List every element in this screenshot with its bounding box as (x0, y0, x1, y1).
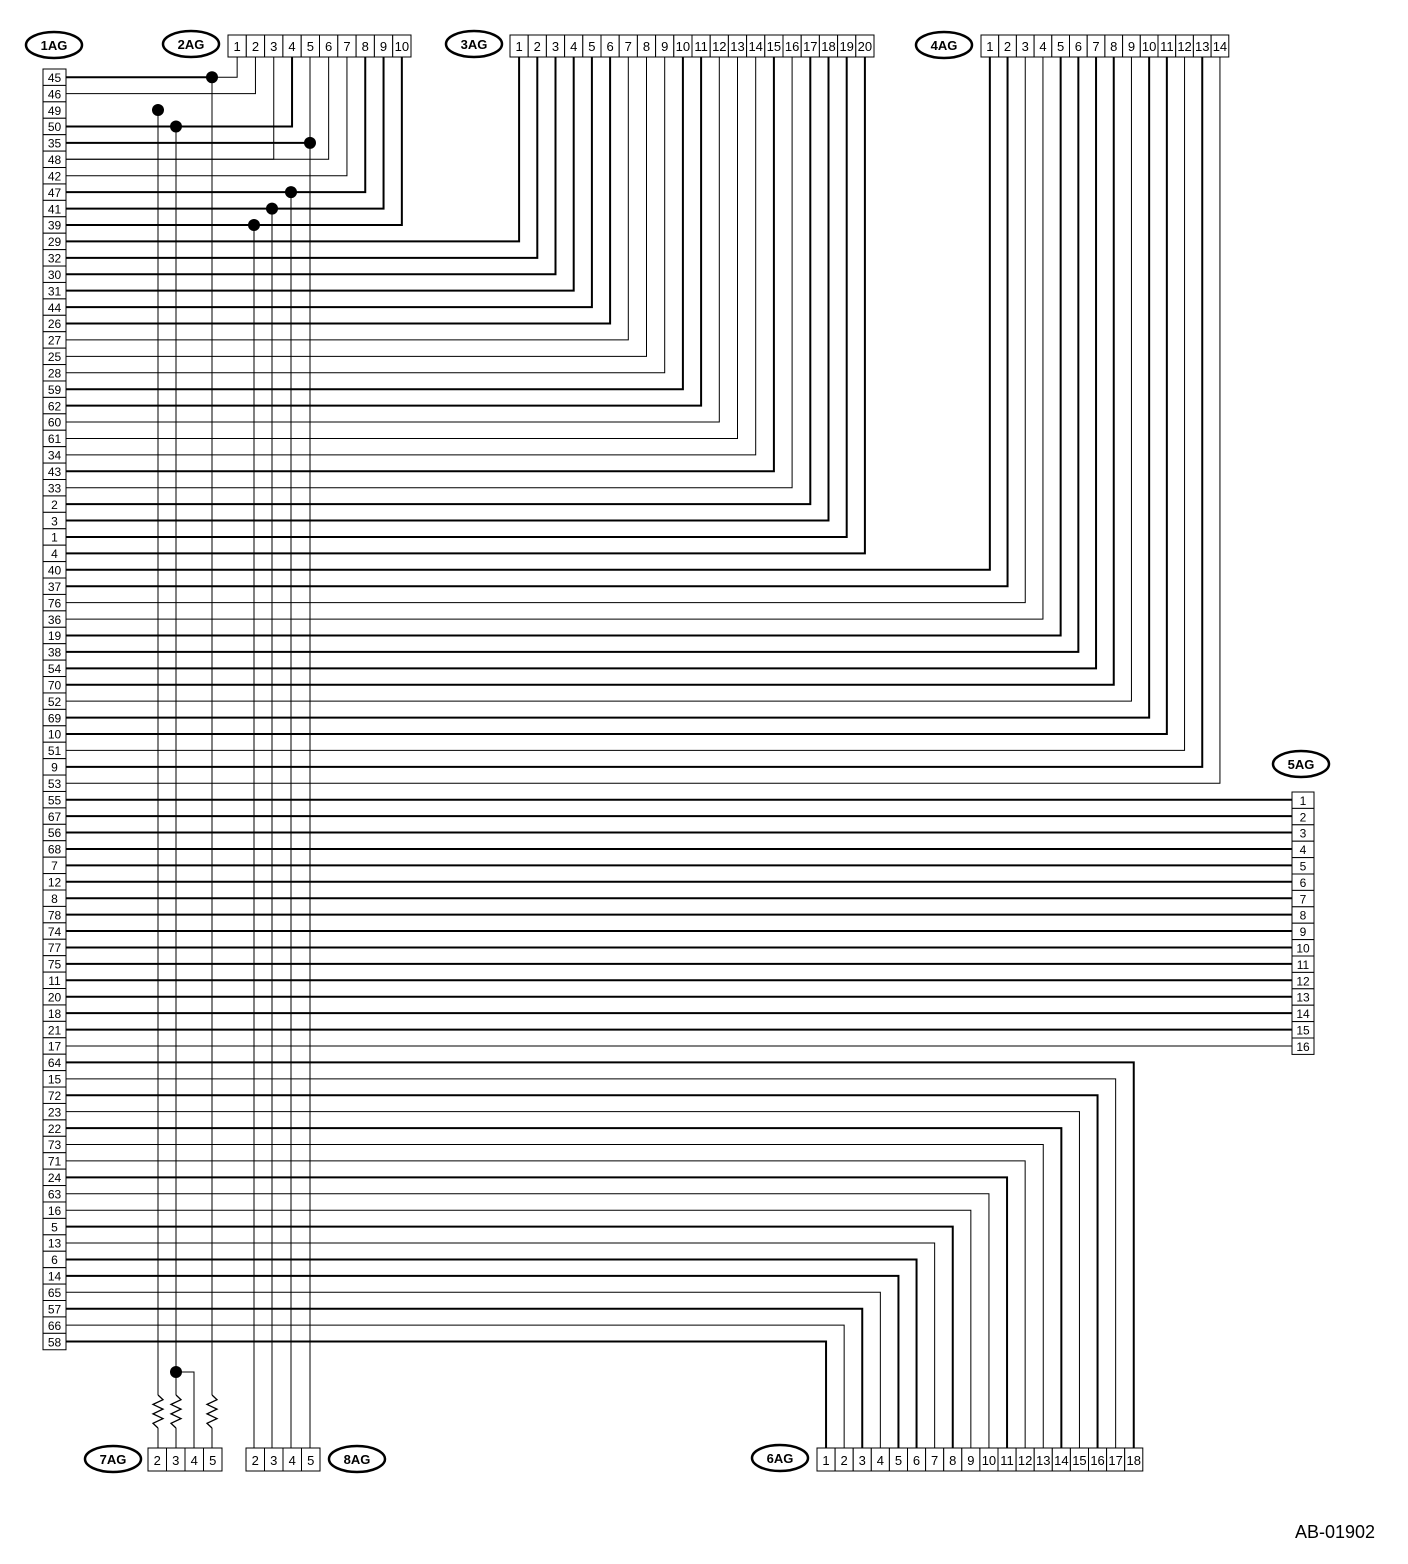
wire-50-to-2ag-4 (66, 57, 292, 126)
pin-label-1ag: 64 (47, 1056, 62, 1071)
pin-label-1ag: 27 (47, 333, 62, 348)
pin-label-7ag: 2 (153, 1453, 161, 1468)
pin-label-7ag: 5 (209, 1453, 217, 1468)
resistor-7ag-5 (207, 1395, 217, 1428)
wire-34-to-3AG-14 (66, 57, 756, 455)
pin-label-1ag: 51 (47, 744, 62, 759)
pin-label-3ag: 11 (694, 39, 708, 54)
pin-label-5ag: 8 (1299, 908, 1307, 923)
pin-label-4ag: 12 (1177, 39, 1192, 54)
wire-54-to-4AG-7 (66, 57, 1096, 668)
pin-label-3ag: 13 (730, 39, 745, 54)
pin-label-1ag: 33 (47, 481, 62, 496)
pin-label-4ag: 4 (1039, 39, 1047, 54)
pin-label-1ag: 43 (47, 465, 62, 479)
pin-label-3ag: 19 (839, 39, 854, 54)
pin-label-1ag: 18 (47, 1006, 62, 1021)
pin-label-1ag: 58 (47, 1335, 62, 1350)
wire-10-to-4AG-11 (66, 57, 1167, 734)
pin-label-1ag: 77 (47, 941, 62, 956)
pin-label-1ag: 8 (51, 891, 58, 906)
pin-label-2ag: 10 (394, 39, 410, 54)
splice-47 (285, 186, 297, 198)
pin-label-1ag: 12 (47, 875, 62, 890)
wire-64-to-6ag-18 (66, 1062, 1134, 1448)
wire-69-to-4AG-10 (66, 57, 1149, 718)
pin-label-5ag: 16 (1296, 1039, 1310, 1054)
pin-label-2ag: 9 (379, 39, 388, 54)
pin-label-1ag: 30 (47, 267, 62, 282)
pin-label-2ag: 5 (306, 39, 314, 54)
pin-label-6ag: 7 (931, 1453, 939, 1468)
pin-label-6ag: 5 (894, 1453, 903, 1468)
pin-label-1ag: 35 (47, 136, 62, 151)
splice-41 (266, 203, 278, 215)
wire-1-to-3AG-19 (66, 57, 847, 537)
connector-label-6ag: 6AG (766, 1451, 794, 1466)
wire-48-to-2ag-3 (66, 57, 274, 159)
pin-label-3ag: 12 (712, 39, 727, 54)
pin-label-6ag: 1 (822, 1453, 830, 1468)
pin-label-6ag: 6 (912, 1453, 921, 1468)
pin-label-1ag: 69 (47, 711, 62, 726)
pin-label-1ag: 9 (51, 760, 58, 775)
pin-label-1ag: 1 (51, 530, 58, 545)
connector-label-8ag: 8AG (343, 1452, 371, 1467)
wire-39-to-2ag-10 (66, 57, 402, 225)
wire-65-to-6ag-4 (66, 1292, 880, 1448)
pin-label-3ag: 6 (606, 39, 614, 54)
wire-16-to-6ag-9 (66, 1210, 971, 1448)
pin-label-1ag: 78 (47, 908, 62, 923)
pin-label-8ag: 4 (288, 1453, 296, 1468)
wire-38-to-4AG-6 (66, 57, 1078, 652)
wire-58-to-6ag-1 (66, 1342, 826, 1448)
pin-label-1ag: 71 (47, 1154, 62, 1169)
pin-label-6ag: 2 (840, 1453, 848, 1468)
pin-label-6ag: 17 (1108, 1453, 1123, 1468)
pin-label-1ag: 54 (47, 662, 62, 677)
pin-label-3ag: 5 (588, 39, 596, 54)
pin-label-3ag: 17 (803, 39, 818, 54)
wire-24-to-6ag-11 (66, 1177, 1007, 1448)
pin-label-1ag: 67 (47, 809, 62, 824)
pin-label-5ag: 5 (1299, 859, 1307, 874)
pin-label-1ag: 50 (47, 120, 62, 135)
pin-label-5ag: 11 (1296, 957, 1310, 972)
pin-label-3ag: 15 (766, 39, 782, 54)
pin-label-1ag: 55 (47, 793, 62, 808)
pin-label-1ag: 10 (47, 727, 62, 742)
pin-label-1ag: 28 (47, 366, 62, 381)
pin-label-1ag: 74 (47, 924, 62, 939)
wire-42-to-2ag-7 (66, 57, 347, 176)
pin-label-4ag: 9 (1127, 39, 1136, 54)
pin-label-1ag: 6 (51, 1253, 58, 1268)
resistor-7ag-3 (171, 1395, 181, 1428)
wire-52-to-4AG-9 (66, 57, 1131, 701)
pin-label-5ag: 14 (1296, 1007, 1310, 1022)
pin-label-3ag: 9 (661, 39, 669, 54)
pin-label-6ag: 10 (981, 1453, 997, 1468)
wire-46-to-2ag-2 (66, 57, 255, 94)
connector-label-2ag: 2AG (177, 37, 205, 52)
pin-label-4ag: 5 (1057, 39, 1065, 54)
pin-label-1ag: 19 (47, 629, 62, 644)
pin-label-1ag: 75 (47, 957, 62, 972)
pin-label-7ag: 4 (190, 1453, 198, 1468)
pin-label-6ag: 8 (949, 1453, 957, 1468)
pin-label-3ag: 3 (551, 39, 560, 54)
pin-label-1ag: 73 (47, 1138, 62, 1153)
wire-4-to-3AG-20 (66, 57, 865, 553)
pin-label-1ag: 20 (47, 990, 62, 1005)
pin-label-1ag: 52 (47, 694, 62, 709)
pin-label-5ag: 2 (1299, 810, 1307, 825)
pin-label-1ag: 76 (47, 596, 62, 611)
pin-label-1ag: 46 (47, 87, 62, 102)
pin-label-8ag: 5 (307, 1453, 315, 1468)
pin-label-1ag: 39 (47, 218, 62, 233)
pin-label-1ag: 42 (47, 169, 62, 184)
pin-label-1ag: 40 (47, 563, 62, 578)
pin-label-1ag: 44 (47, 300, 62, 315)
wire-26-to-3AG-6 (66, 57, 610, 324)
pin-label-1ag: 56 (47, 826, 62, 841)
pin-label-1ag: 49 (47, 103, 62, 118)
pin-label-1ag: 31 (47, 284, 62, 299)
pin-label-1ag: 11 (48, 974, 61, 989)
pin-label-1ag: 25 (47, 350, 62, 365)
pin-label-4ag: 11 (1160, 39, 1174, 54)
pin-label-2ag: 6 (325, 39, 333, 54)
pin-label-1ag: 17 (47, 1039, 62, 1054)
pin-label-5ag: 4 (1299, 843, 1307, 858)
connector-label-1ag: 1AG (40, 38, 68, 53)
pin-label-5ag: 6 (1299, 875, 1307, 890)
pin-label-1ag: 66 (47, 1318, 62, 1333)
pin-label-5ag: 9 (1299, 925, 1307, 940)
wire-43-to-3AG-15 (66, 57, 774, 471)
pin-label-6ag: 9 (967, 1453, 975, 1468)
pin-label-1ag: 5 (51, 1220, 58, 1235)
pin-label-2ag: 1 (233, 39, 241, 54)
pin-label-1ag: 22 (47, 1121, 62, 1136)
pin-label-5ag: 10 (1296, 941, 1310, 956)
wire-40-to-4AG-1 (66, 57, 990, 570)
pin-label-3ag: 2 (533, 39, 541, 54)
wire-9-to-4AG-13 (66, 57, 1202, 767)
pin-label-4ag: 8 (1110, 39, 1118, 54)
splice-7ag (170, 1366, 182, 1378)
pin-label-1ag: 68 (47, 842, 62, 857)
wire-63-to-6ag-10 (66, 1194, 989, 1448)
pin-label-3ag: 4 (570, 39, 578, 54)
wire-51-to-4AG-12 (66, 57, 1185, 750)
pin-label-1ag: 26 (47, 317, 62, 332)
pin-label-1ag: 60 (47, 415, 62, 430)
wire-36-to-4AG-4 (66, 57, 1043, 619)
pin-label-4ag: 2 (1003, 39, 1012, 54)
pin-label-1ag: 3 (51, 514, 58, 529)
wire-31-to-3AG-4 (66, 57, 574, 291)
pin-label-2ag: 7 (343, 39, 351, 54)
pin-label-5ag: 13 (1296, 990, 1310, 1005)
splice-49 (152, 104, 164, 116)
pin-label-1ag: 2 (51, 497, 58, 512)
wire-32-to-3AG-2 (66, 57, 537, 258)
pin-label-1ag: 23 (47, 1105, 62, 1120)
pin-label-1ag: 21 (47, 1023, 62, 1038)
connector-label-5ag: 5AG (1287, 757, 1315, 772)
pin-label-6ag: 18 (1126, 1453, 1141, 1468)
wire-48-to-2ag-6 (66, 57, 329, 159)
pin-label-4ag: 3 (1021, 39, 1029, 54)
pin-label-6ag: 3 (858, 1453, 866, 1468)
splice-50 (170, 120, 182, 132)
pin-label-3ag: 1 (515, 39, 523, 54)
pin-label-3ag: 20 (857, 39, 873, 54)
pin-label-3ag: 14 (748, 39, 763, 54)
pin-label-1ag: 63 (47, 1187, 62, 1202)
pin-label-6ag: 16 (1090, 1453, 1105, 1468)
pin-label-4ag: 1 (986, 39, 994, 54)
resistor-7ag-2 (153, 1395, 163, 1428)
pin-label-1ag: 13 (47, 1236, 62, 1251)
pin-label-2ag: 2 (251, 39, 260, 54)
pin-label-1ag: 7 (51, 859, 58, 874)
pin-label-7ag: 3 (172, 1453, 180, 1468)
pin-label-4ag: 10 (1141, 39, 1157, 54)
pin-label-1ag: 70 (47, 678, 62, 693)
splice-35 (304, 137, 316, 149)
pin-label-3ag: 10 (675, 39, 691, 54)
splice-39 (248, 219, 260, 231)
pin-label-1ag: 72 (47, 1088, 62, 1103)
pin-label-1ag: 65 (47, 1286, 62, 1300)
wire-72-to-6ag-16 (66, 1095, 1098, 1448)
pin-label-1ag: 41 (47, 202, 62, 217)
pin-label-8ag: 2 (251, 1453, 259, 1468)
pin-label-1ag: 24 (47, 1171, 62, 1186)
connector-label-7ag: 7AG (99, 1452, 127, 1467)
pin-label-1ag: 61 (47, 432, 62, 447)
pin-label-6ag: 4 (876, 1453, 884, 1468)
pin-label-6ag: 12 (1017, 1453, 1033, 1468)
pin-label-5ag: 3 (1299, 826, 1307, 841)
pin-label-3ag: 18 (821, 39, 836, 54)
wire-71-to-6ag-12 (66, 1161, 1025, 1448)
wire-53-to-4AG-14 (66, 57, 1220, 783)
pin-label-3ag: 16 (784, 39, 800, 54)
splice-45 (206, 71, 218, 83)
connector-label-3ag: 3AG (460, 37, 488, 52)
pin-label-3ag: 7 (624, 39, 632, 54)
pin-label-5ag: 1 (1299, 793, 1307, 808)
wire-70-to-4AG-8 (66, 57, 1114, 685)
pin-label-2ag: 8 (361, 39, 369, 54)
pin-label-1ag: 57 (47, 1302, 62, 1317)
pin-label-5ag: 15 (1296, 1023, 1310, 1038)
pin-label-4ag: 6 (1074, 39, 1082, 54)
diagram-code: AB-01902 (1294, 1522, 1375, 1542)
pin-label-1ag: 62 (47, 399, 62, 414)
wire-41-to-2ag-9 (66, 57, 384, 209)
pin-label-1ag: 4 (51, 547, 58, 562)
pin-label-1ag: 37 (47, 579, 62, 594)
wire-15-to-6ag-17 (66, 1079, 1116, 1448)
wire-60-to-3AG-12 (66, 57, 719, 422)
pin-label-1ag: 38 (47, 645, 62, 660)
pin-label-1ag: 53 (47, 776, 62, 791)
pin-label-4ag: 14 (1212, 39, 1228, 54)
wire-25-to-3AG-8 (66, 57, 647, 356)
pin-label-6ag: 14 (1054, 1453, 1069, 1468)
wire-57-to-6ag-3 (66, 1309, 862, 1448)
pin-label-6ag: 11 (1000, 1453, 1014, 1468)
pin-label-1ag: 45 (47, 70, 62, 85)
pin-label-8ag: 3 (270, 1453, 278, 1468)
pin-label-3ag: 8 (642, 39, 651, 54)
wire-14-to-6ag-5 (66, 1276, 898, 1448)
pin-label-1ag: 16 (47, 1203, 62, 1218)
pin-label-5ag: 7 (1299, 892, 1307, 907)
wire-66-to-6ag-2 (66, 1325, 844, 1448)
pin-label-2ag: 4 (288, 39, 296, 54)
wire-13-to-6ag-7 (66, 1243, 935, 1448)
pin-label-1ag: 32 (47, 251, 62, 266)
pin-label-1ag: 14 (47, 1269, 62, 1284)
pin-label-6ag: 13 (1036, 1453, 1051, 1468)
pin-label-1ag: 34 (47, 448, 62, 463)
pin-label-5ag: 12 (1296, 974, 1310, 989)
pin-label-1ag: 36 (47, 612, 62, 627)
pin-label-4ag: 13 (1195, 39, 1210, 54)
pin-label-4ag: 7 (1092, 39, 1100, 54)
pin-label-2ag: 3 (270, 39, 278, 54)
pin-layer (40, 35, 1314, 1471)
pin-label-1ag: 48 (47, 153, 62, 168)
wire-layer (66, 57, 1292, 1448)
pin-label-1ag: 47 (47, 185, 62, 200)
pin-label-1ag: 29 (47, 235, 62, 250)
wire-23-to-6ag-15 (66, 1112, 1079, 1448)
pin-label-1ag: 15 (47, 1072, 62, 1087)
pin-label-6ag: 15 (1072, 1453, 1087, 1468)
pin-label-1ag: 59 (47, 382, 62, 397)
connector-label-4ag: 4AG (930, 38, 958, 53)
